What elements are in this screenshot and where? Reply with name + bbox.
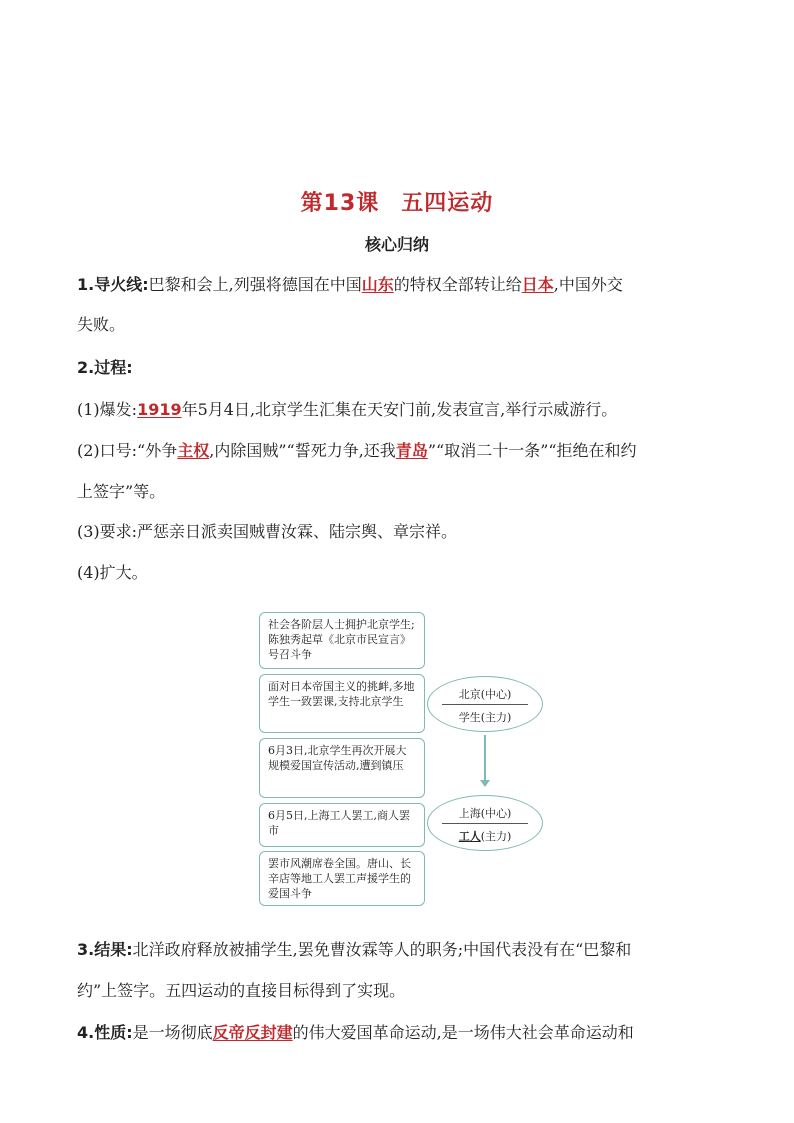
text: 北洋政府释放被捕学生,罢免曹汝霖等人的职务;中国代表没有在“巴黎和 [132,940,632,959]
diagram-box-1: 社会各阶层人士拥护北京学生;陈独秀起草《北京市民宣言》号召斗争 [259,612,425,669]
keyword-qingdao: 青岛 [395,441,428,460]
diagram-box-2: 面对日本帝国主义的挑衅,多地学生一致罢课,支持北京学生 [259,674,425,733]
trigger-line-1 [77,275,727,295]
shanghai-main-force [428,828,542,844]
label: 3.结果: [77,940,133,959]
text: 年5月4日,北京学生汇集在天安门前,发表宣言,举行示威游行。 [181,400,618,419]
diagram-box-5: 罢市风潮席卷全国。唐山、长辛店等地工人罢工声援学生的爱国斗争 [259,851,425,906]
text: (1)爆发: [77,400,138,419]
page-title [0,186,794,217]
workers: 工人 [458,830,481,843]
beijing-center: 北京(中心) [458,688,512,701]
arrow-down-icon [480,780,490,787]
keyword-sovereignty: 主权 [177,441,210,460]
divider [442,823,528,824]
process-item-1 [77,400,727,420]
section-subtitle: 核心归纳 [364,235,429,254]
text: ,中国外交 [553,275,623,294]
process-label [77,358,727,378]
keyword-1919: 1919 [137,400,182,419]
result-line-1 [77,940,727,960]
diagram-box-4: 6月5日,上海工人罢工,商人罢市 [259,803,425,847]
text: 巴黎和会上,列强将德国在中国 [148,275,362,294]
keyword-anti-imperialist: 反帝反封建 [212,1023,293,1042]
arrow-shaft [484,735,486,783]
text: (2)口号:“外争 [77,441,178,460]
result-line-2: 约”上签字。五四运动的直接目标得到了实现。 [77,981,406,1000]
text: 的伟大爱国革命运动,是一场伟大社会革命运动和 [292,1023,634,1042]
keyword-shandong: 山东 [361,275,394,294]
trigger-label: 1.导火线: [77,275,149,294]
label: 2.过程: [77,358,133,377]
nature-line-1 [77,1023,727,1043]
text: ,内除国贼”“誓死力争,还我 [209,441,396,460]
lesson-number: 第13课 [300,191,380,216]
keyword-japan: 日本 [521,275,554,294]
lesson-name: 五四运动 [401,191,494,216]
process-item-2 [77,441,727,461]
trigger-line-2: 失败。 [77,315,126,334]
label: 4.性质: [77,1023,133,1042]
beijing-main-force: 学生(主力) [458,711,512,724]
text: ”“取消二十一条”“拒绝在和约 [427,441,637,460]
beijing-circle [427,676,543,732]
text: (主力) [480,830,512,843]
process-item-4: (4)扩大。 [77,563,148,582]
text: 的特权全部转让给 [393,275,522,294]
divider [442,704,528,705]
process-item-2-cont: 上签字”等。 [77,482,166,501]
text: 是一场彻底 [132,1023,213,1042]
process-item-3: (3)要求:严惩亲日派卖国贼曹汝霖、陆宗舆、章宗祥。 [77,522,458,541]
diagram-box-3: 6月3日,北京学生再次开展大规模爱国宣传活动,遭到镇压 [259,738,425,798]
shanghai-center: 上海(中心) [458,807,512,820]
shanghai-circle [427,795,543,851]
